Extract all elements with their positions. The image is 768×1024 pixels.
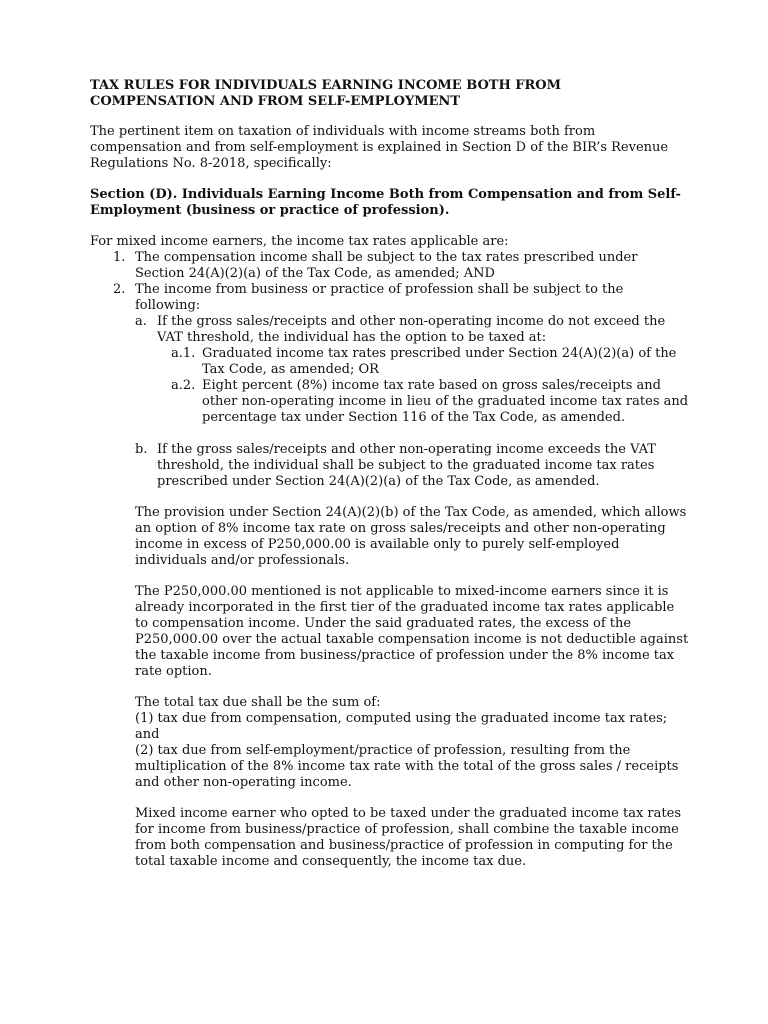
closing-paragraph: Mixed income earner who opted to be taxed under the graduated income tax rates for income from business/practice of profession, shall combine the taxable income from both compensation and business/practice of profession in computing for the total taxable income and consequently, the income tax due.: [135, 806, 681, 869]
document-title: TAX RULES FOR INDIVIDUALS EARNING INCOME BOTH FROM COMPENSATION AND FROM SELF-EMPLOYMENT: [90, 78, 562, 109]
section-heading: Section (D). Individuals Earning Income Both from Compensation and from Self-Employment (business or practice of profession).: [90, 187, 681, 218]
sub-item-a: [90, 314, 690, 346]
total-tax-due-block: [90, 695, 690, 791]
list-item-text: The income from business or practice of profession shall be subject to the following:: [135, 282, 624, 313]
list-item-text: The compensation income shall be subject to the tax rates prescribed under Section 24(A)(2)(a) of the Tax Code, as amended; AND: [135, 250, 638, 281]
document-page: [90, 78, 690, 885]
sub-item-b: [90, 442, 690, 490]
option-text: Eight percent (8%) income tax rate based on gross sales/receipts and other non-operating income in lieu of the graduated income tax rates and percentage tax under Section 116 of the Tax Code, as amended.: [202, 378, 689, 425]
sub-item-text: If the gross sales/receipts and other non-operating income do not exceed the VAT threshold, the individual has the option to be taxed at:: [157, 314, 666, 345]
sub-marker: a.: [135, 314, 147, 329]
intro-paragraph: The pertinent item on taxation of individuals with income streams both from compensation and from self-employment is explained in Section D of the BIR’s Revenue Regulations No. 8-2018, specifically:: [90, 124, 669, 171]
option-marker: a.1.: [171, 346, 196, 361]
list-marker: 1.: [113, 250, 126, 265]
total-due-lead: The total tax due shall be the sum of:: [135, 695, 381, 710]
numbered-list: [90, 250, 690, 490]
paragraph-250k-note: The P250,000.00 mentioned is not applicable to mixed-income earners since it is already incorporated in the first tier of the graduated income tax rates applicable to compensation income. Under the said graduated rates, the excess of the P250,000.00 over the actual taxable compensation income is not deductible against the taxable income from business/practice of profession under the 8% income tax rate option.: [135, 584, 689, 679]
option-item-a1: [90, 346, 690, 378]
sub-item-text: If the gross sales/receipts and other non-operating income exceeds the VAT threshold, the individual shall be subject to the graduated income tax rates prescribed under Section 24(A)(2)(a) of the Tax Code, as amended.: [157, 442, 656, 489]
option-item-a2: [90, 378, 690, 426]
paragraph-8-percent-option: The provision under Section 24(A)(2)(b) of the Tax Code, as amended, which allows an option of 8% income tax rate on gross sales/receipts and other non-operating income in excess of P250,000.00 is available only to purely self-employed individuals and/or professionals.: [135, 505, 687, 568]
option-marker: a.2.: [171, 378, 196, 393]
sub-marker: b.: [135, 442, 148, 457]
list-lead: For mixed income earners, the income tax rates applicable are:: [90, 234, 509, 249]
total-due-line-2: (2) tax due from self-employment/practice of profession, resulting from the multiplication of the 8% income tax rate with the total of the gross sales / receipts and other non-operating income.: [135, 743, 679, 790]
list-marker: 2.: [113, 282, 126, 297]
total-due-line-1: (1) tax due from compensation, computed using the graduated income tax rates; and: [135, 711, 668, 742]
list-item-1: [90, 250, 690, 282]
list-item-2: [90, 282, 690, 314]
option-text: Graduated income tax rates prescribed under Section 24(A)(2)(a) of the Tax Code, as amended; OR: [202, 346, 677, 377]
